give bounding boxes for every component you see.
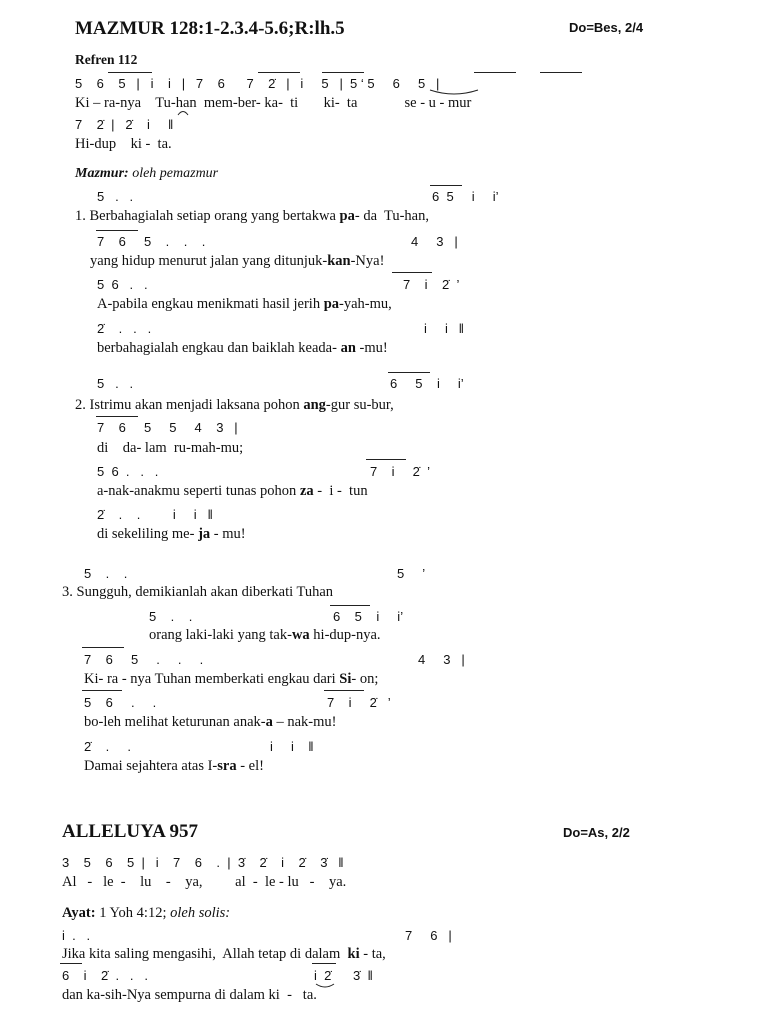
beam-line — [96, 416, 138, 417]
verse1-notes-2-left: 7 6 5 . . . — [97, 234, 206, 249]
beam-line — [322, 72, 364, 73]
ayat-notes-2-left: 6 i 2̇ . . . — [62, 968, 148, 983]
verse1-lyric-1: 1. Berbahagialah setiap orang yang bertakwa pa- da Tu-han, — [75, 208, 429, 224]
verse2-lyric-2: di da- lam ru-mah-mu; — [97, 440, 244, 456]
verse2-notes-3-right: 7 i 2̇ ’ — [370, 464, 430, 479]
beam-line — [312, 963, 336, 964]
beam-line — [392, 272, 432, 273]
verse3-notes-4-left: 5 6 . . — [84, 695, 157, 710]
ayat-notes-1-left: i . . — [62, 928, 91, 943]
verse1-notes-1-right: 6 5 i i’ — [432, 189, 499, 204]
alleluya-lyric: Al - le - lu - ya, al - le - lu - ya. — [62, 874, 347, 890]
beam-line — [388, 372, 430, 373]
psalm-key-signature: Do=Bes, 2/4 — [569, 20, 644, 35]
beam-line — [474, 72, 516, 73]
verse3-lyric-3: Ki- ra - nya Tuhan memberkati engkau dari Si- on; — [84, 671, 379, 687]
verse3-notes-4-right: 7 i 2̇ ’ — [327, 695, 391, 710]
verse2-notes-1-right: 6 5 i i’ — [390, 376, 464, 391]
verse3-notes-5-left: 2̇ . . — [84, 739, 131, 754]
verse3-notes-2-right: 6 5 i i’ — [333, 609, 404, 624]
ayat-lyric-2: dan ka-sih-Nya sempurna di dalam ki - ta. — [62, 987, 317, 1003]
verse1-notes-4-left: 2̇ . . . — [97, 321, 152, 336]
verse2-lyric-1: 2. Istrimu akan menjadi laksana pohon ang-gur su-bur, — [75, 397, 394, 413]
verse2-notes-1-left: 5 . . — [97, 376, 134, 391]
psalmist-label: Mazmur: oleh pemazmur — [75, 166, 219, 181]
verse1-notes-3-left: 5 6 . . — [97, 277, 148, 292]
verse1-lyric-2: yang hidup menurut jalan yang ditunjuk-kan-Nya! — [90, 253, 385, 269]
refrain-notes-line-1: 5 6 5 | i i | 7 6 7 2̇ | i 5 | 5 ‘ 5 6 5 | — [75, 76, 440, 91]
verse2-notes-2: 7 6 5 5 4 3 | — [97, 420, 238, 435]
refrain-notes-line-2: 7 2̇ | 2̇ i ‖ — [75, 117, 174, 132]
fermata-icon — [176, 108, 190, 116]
beam-line — [366, 459, 406, 460]
verse3-notes-5-right: i i ‖ — [270, 739, 314, 754]
verse3-lyric-1: 3. Sungguh, demikianlah akan diberkati Tuhan — [62, 584, 334, 600]
verse2-notes-3-left: 5 6 . . . — [97, 464, 159, 479]
verse3-lyric-5: Damai sejahtera atas I-sra - el! — [84, 758, 264, 774]
ayat-notes-1-right: 7 6 | — [405, 928, 452, 943]
ayat-lyric-1: Jika kita saling mengasihi, Allah tetap di dalam ki - ta, — [62, 946, 386, 962]
verse2-lyric-3: a-nak-anakmu seperti tunas pohon za - i - tun — [97, 483, 368, 499]
beam-line — [82, 647, 124, 648]
slur-arc — [428, 88, 480, 98]
verse3-notes-1-right: 5 ’ — [397, 566, 426, 581]
verse1-notes-3-right: 7 i 2̇ ’ — [403, 277, 460, 292]
ayat-notes-2-right: i 2̇ 3̇ ‖ — [314, 968, 373, 983]
psalm-title: MAZMUR 128:1-2.3.4-5.6;R:lh.5 — [75, 18, 345, 39]
slur-arc — [314, 982, 336, 990]
refrain-lyric-line-2: Hi-dup ki - ta. — [75, 136, 172, 152]
beam-line — [258, 72, 300, 73]
beam-line — [540, 72, 582, 73]
beam-line — [108, 72, 152, 73]
verse1-notes-2-right: 4 3 | — [411, 234, 458, 249]
verse2-notes-4: 2̇ . . i i ‖ — [97, 507, 213, 522]
verse3-notes-1-left: 5 . . — [84, 566, 128, 581]
verse1-lyric-4: berbahagialah engkau dan baiklah keada- an -mu! — [97, 340, 388, 356]
verse1-notes-4-right: i i ‖ — [424, 321, 465, 336]
beam-line — [96, 230, 138, 231]
verse1-notes-1-left: 5 . . — [97, 189, 134, 204]
alleluya-title: ALLELUYA 957 — [62, 821, 199, 842]
verse2-lyric-4: di sekeliling me- ja - mu! — [97, 526, 246, 542]
alleluya-notes: 3 5 6 5 | i 7 6 . | 3̇ 2̇ i 2̇ 3̇ ‖ — [62, 855, 344, 870]
verse3-notes-3-right: 4 3 | — [418, 652, 465, 667]
refrain-lyric-line-1: Ki – ra-nya Tu-han mem-ber- ka- ti ki- ta se - u - mur — [75, 95, 472, 111]
verse3-notes-3-left: 7 6 5 . . . — [84, 652, 204, 667]
alleluya-key-signature: Do=As, 2/2 — [563, 825, 630, 840]
beam-line — [330, 605, 370, 606]
verse3-notes-2-left: 5 . . — [149, 609, 193, 624]
verse1-lyric-3: A-pabila engkau menikmati hasil jerih pa-yah-mu, — [97, 296, 392, 312]
beam-line — [82, 690, 122, 691]
verse3-lyric-2: orang laki-laki yang tak-wa hi-dup-nya. — [149, 627, 381, 643]
refrain-label: Refren 112 — [75, 52, 138, 67]
beam-line — [430, 185, 462, 186]
verse3-lyric-4: bo-leh melihat keturunan anak-a – nak-mu! — [84, 714, 337, 730]
beam-line — [324, 690, 364, 691]
ayat-label: Ayat: 1 Yoh 4:12; oleh solis: — [62, 905, 231, 921]
beam-line — [60, 963, 82, 964]
